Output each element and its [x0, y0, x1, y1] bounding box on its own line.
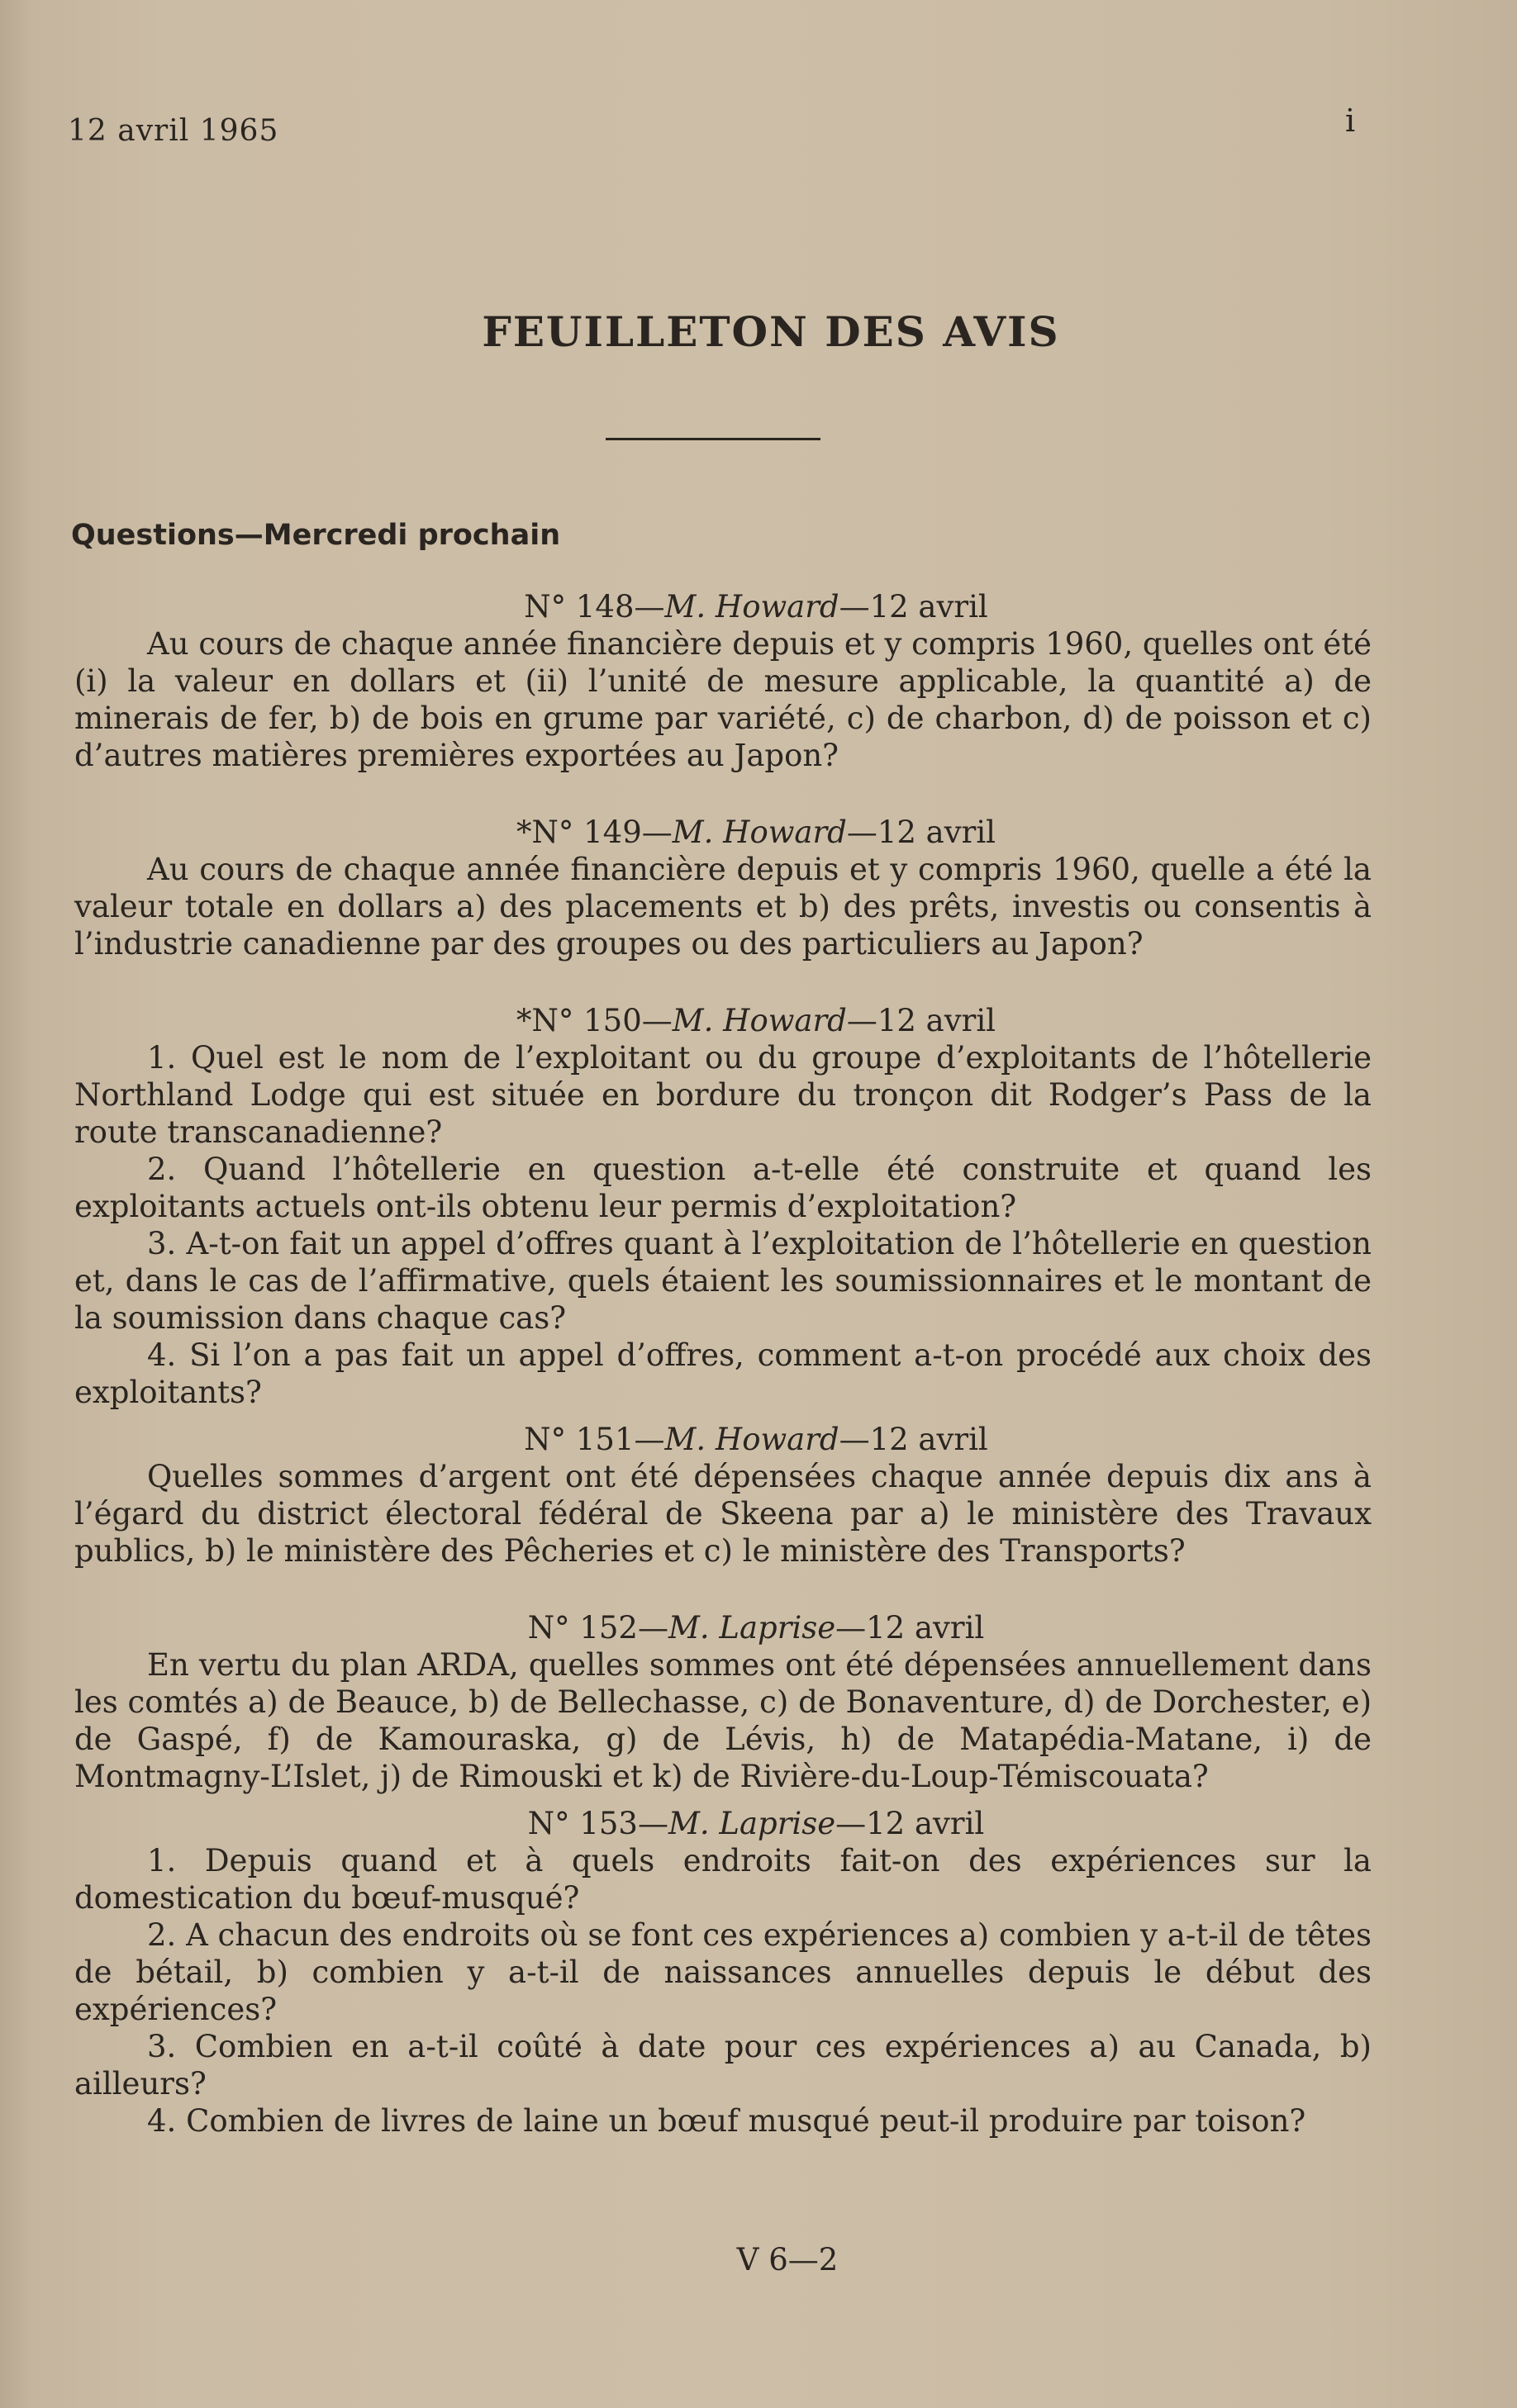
question-text: En vertu du plan ARDA, quelles sommes ont été dépensées annuellement dans les comtés a) de Beauce, b) de Bellechasse, c) de Bonaventure, d) de Dorchester, e) de Gaspé, f) de Kamouraska, g) de Lévis, h) de Matapédia-Matane, i) de Montmagny-L’Islet, j) de Rimouski et k) de Rivière-du-Loup-Témiscouata? — [74, 1647, 1372, 1794]
question-heading: N° 148—M. Howard—12 avril — [524, 589, 988, 625]
question-text: 4. Combien de livres de laine un bœuf musqué peut-il produire par toison? — [147, 2103, 1306, 2139]
question-text: 3. A-t-on fait un appel d’offres quant à l’exploitation de l’hôtellerie en question et, dans le cas de l’affirmative, quels étaient les soumissionnaires et le montant de la soumission dans chaque cas? — [74, 1226, 1372, 1336]
question-text: 3. Combien en a-t-il coûté à date pour ces expériences a) au Canada, b) ailleurs? — [74, 2029, 1372, 2102]
header-date: 12 avril 1965 — [68, 114, 279, 148]
question-heading: N° 153—M. Laprise—12 avril — [527, 1806, 985, 1841]
question-153 — [74, 1805, 1372, 2140]
question-text: Au cours de chaque année financière depuis et y compris 1960, quelle a été la valeur totale en dollars a) des placements et b) des prêts, investis ou consentis à l’industrie canadienne par des groupes ou des particuliers au Japon? — [74, 852, 1372, 962]
page-title: FEUILLETON DES AVIS — [482, 307, 1060, 356]
question-text: Au cours de chaque année financière depuis et y compris 1960, quelles ont été (i) la valeur en dollars et (ii) l’unité de mesure applicable, la quantité a) de minerais de fer, b) de bois en grume par variété, c) de charbon, d) de poisson et c) d’autres matières premières exportées au Japon? — [74, 626, 1372, 773]
questions-list — [74, 588, 1372, 2149]
question-text: 1. Quel est le nom de l’exploitant ou du groupe d’exploitants de l’hôtellerie Northland Lodge qui est située en bordure du tronçon dit Rodger’s Pass de la route transcanadienne? — [74, 1040, 1372, 1150]
question-text: 2. A chacun des endroits où se font ces expériences a) combien y a-t-il de têtes de bétail, b) combien y a-t-il de naissances annuelles depuis le début des expériences? — [74, 1917, 1372, 2027]
question-text: 1. Depuis quand et à quels endroits fait-on des expériences sur la domestication du bœuf-musqué? — [74, 1843, 1372, 1916]
question-149 — [74, 814, 1372, 962]
question-151 — [74, 1421, 1372, 1570]
question-heading: N° 151—M. Howard—12 avril — [524, 1422, 988, 1457]
question-heading: *N° 149—M. Howard—12 avril — [516, 815, 996, 850]
page-number: i — [1345, 102, 1356, 139]
question-148 — [74, 588, 1372, 774]
question-152 — [74, 1609, 1372, 1795]
question-text: 4. Si l’on a pas fait un appel d’offres, comment a-t-on procédé aux choix des exploitants? — [74, 1337, 1372, 1410]
question-heading: *N° 150—M. Howard—12 avril — [516, 1003, 996, 1038]
question-150 — [74, 1002, 1372, 1411]
question-heading: N° 152—M. Laprise—12 avril — [527, 1610, 985, 1646]
section-heading: Questions—Mercredi prochain — [71, 519, 561, 552]
question-text: 2. Quand l’hôtellerie en question a-t-elle été construite et quand les exploitants actuels ont-ils obtenu leur permis d’exploitation? — [74, 1152, 1372, 1224]
page-footer: V 6—2 — [736, 2242, 839, 2277]
question-text: Quelles sommes d’argent ont été dépensées chaque année depuis dix ans à l’égard du district électoral fédéral de Skeena par a) le ministère des Travaux publics, b) le ministère des Pêcheries et c) le ministère des Transports? — [74, 1459, 1372, 1569]
title-rule — [606, 438, 820, 440]
